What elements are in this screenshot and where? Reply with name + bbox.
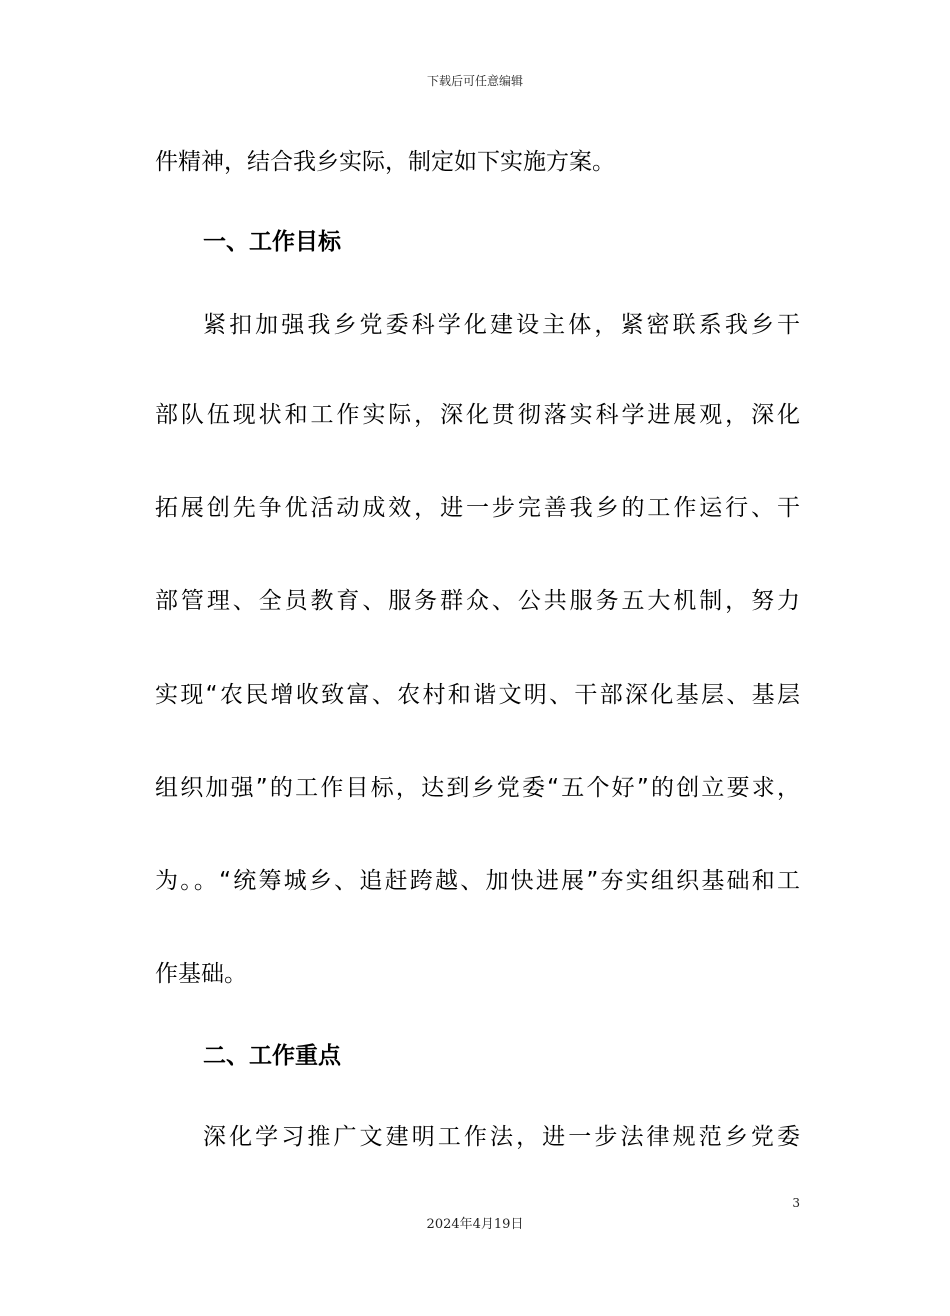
section-heading-priorities: 二、工作重点 [203,1043,341,1069]
body-line: 件精神，结合我乡实际，制定如下实施方案。 [155,149,615,175]
section-heading-goals: 一、工作目标 [203,229,341,255]
body-line: 紧扣加强我乡党委科学化建设主体，紧密联系我乡干 [203,312,800,338]
page-number: 3 [792,1196,800,1210]
body-line: 部队伍现状和工作实际，深化贯彻落实科学进展观，深化 [155,402,800,428]
body-line: 部管理、全员教育、服务群众、公共服务五大机制，努力 [155,588,800,614]
body-line: 实现“农民增收致富、农村和谐文明、干部深化基层、基层 [155,682,800,708]
body-line: 作基础。 [155,961,247,987]
footer-date: 2024年4月19日 [426,1217,524,1232]
body-line: 拓展创先争优活动成效，进一步完善我乡的工作运行、干 [155,495,800,521]
body-line: 为。。“统筹城乡、追赶跨越、加快进展”夯实组织基础和工 [155,868,800,894]
body-line: 深化学习推广文建明工作法，进一步法律规范乡党委 [203,1124,800,1150]
body-line: 组织加强”的工作目标，达到乡党委“五个好”的创立要求， [155,775,800,801]
header-note: 下载后可任意编辑 [426,74,523,88]
